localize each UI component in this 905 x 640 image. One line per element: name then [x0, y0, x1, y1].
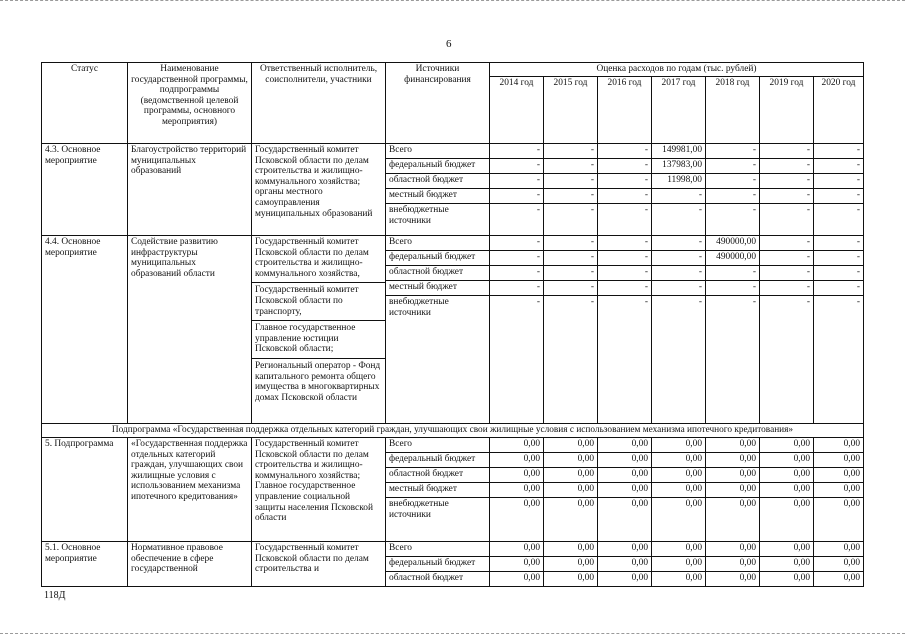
value-cell: 0,00 [706, 498, 760, 542]
value-cell: 0,00 [814, 557, 864, 572]
header-year: 2016 год [598, 77, 652, 144]
value-cell: 0,00 [706, 453, 760, 468]
value-cell: - [490, 189, 544, 204]
value-cell: 0,00 [760, 438, 814, 453]
source-label: Всего [386, 438, 490, 453]
value-cell: - [760, 174, 814, 189]
value-cell: - [814, 296, 864, 424]
value-cell: 0,00 [544, 483, 598, 498]
value-cell: 0,00 [544, 438, 598, 453]
value-cell: 0,00 [544, 453, 598, 468]
value-cell: 0,00 [490, 483, 544, 498]
source-label: областной бюджет [386, 468, 490, 483]
value-cell: 0,00 [814, 438, 864, 453]
header-name: Наименование государственной программы, подпрограммы (ведомственной целевой программы, основного мероприятия) [128, 63, 252, 144]
value-cell: - [652, 189, 706, 204]
value-cell: 0,00 [652, 498, 706, 542]
executor-entry: Государственный комитет Псковской области по делам строительства и жилищно-коммунального хозяйства, [255, 237, 369, 279]
document-code: 118Д [44, 590, 66, 601]
value-cell: - [490, 266, 544, 281]
value-cell: 0,00 [814, 498, 864, 542]
value-cell: - [490, 296, 544, 424]
header-year: 2015 год [544, 77, 598, 144]
row-status: 5. Подпрограмма [42, 438, 128, 542]
value-cell: - [490, 174, 544, 189]
value-cell: - [544, 204, 598, 236]
value-cell: - [760, 189, 814, 204]
value-cell: - [490, 204, 544, 236]
row-status: 4.3. Основное мероприятие [42, 144, 128, 236]
value-cell: 0,00 [760, 572, 814, 587]
row-name: Нормативное правовое обеспечение в сфере государственной [128, 542, 252, 587]
value-cell: - [760, 204, 814, 236]
source-label: областной бюджет [386, 266, 490, 281]
value-cell: - [760, 266, 814, 281]
value-cell: 0,00 [490, 557, 544, 572]
value-cell: 0,00 [706, 557, 760, 572]
value-cell: - [490, 236, 544, 251]
header-year: 2018 год [706, 77, 760, 144]
source-label: федеральный бюджет [386, 453, 490, 468]
value-cell: 0,00 [544, 468, 598, 483]
source-label: местный бюджет [386, 483, 490, 498]
row-executor: Государственный комитет Псковской области по делам строительства и жилищно-коммунального хозяйства; органы местного самоуправления муниципальных образований [252, 144, 386, 236]
value-cell: - [544, 189, 598, 204]
value-cell: 0,00 [814, 453, 864, 468]
value-cell: - [814, 266, 864, 281]
value-cell: 0,00 [598, 542, 652, 557]
row-name: Содействие развитию инфраструктуры муниципальных образований области [128, 236, 252, 424]
value-cell: 0,00 [490, 542, 544, 557]
value-cell: - [598, 251, 652, 266]
scan-bottom-edge [0, 633, 905, 638]
value-cell: 0,00 [706, 572, 760, 587]
source-label: областной бюджет [386, 572, 490, 587]
header-executor: Ответственный исполнитель, соисполнители, участники [252, 63, 386, 144]
row-executor: Государственный комитет Псковской области по делам строительства и жилищно-коммунального хозяйства; Главное государственное управление социальной защиты населения Псковской области [252, 438, 386, 542]
value-cell: - [544, 159, 598, 174]
row-name: Благоустройство территорий муниципальных образований [128, 144, 252, 236]
value-cell: - [814, 159, 864, 174]
table-row [42, 424, 864, 438]
value-cell: 0,00 [598, 468, 652, 483]
value-cell: - [706, 281, 760, 296]
source-label: федеральный бюджет [386, 251, 490, 266]
value-cell: 490000,00 [706, 236, 760, 251]
subprogram-title: Подпрограмма «Государственная поддержка отдельных категорий граждан, улучшающих свои жилищные условия с использованием механизма ипотечного кредитования» [42, 424, 864, 438]
value-cell: - [706, 296, 760, 424]
header-year: 2020 год [814, 77, 864, 144]
value-cell: - [706, 159, 760, 174]
value-cell: - [598, 144, 652, 159]
value-cell: 0,00 [490, 498, 544, 542]
source-label: местный бюджет [386, 189, 490, 204]
value-cell: - [760, 144, 814, 159]
source-label: федеральный бюджет [386, 159, 490, 174]
value-cell: 0,00 [652, 542, 706, 557]
value-cell: - [544, 281, 598, 296]
value-cell: 0,00 [652, 453, 706, 468]
value-cell: - [760, 251, 814, 266]
value-cell: 0,00 [706, 438, 760, 453]
value-cell: - [544, 236, 598, 251]
value-cell: 0,00 [598, 483, 652, 498]
value-cell: - [490, 159, 544, 174]
value-cell: - [598, 236, 652, 251]
value-cell: 0,00 [814, 483, 864, 498]
value-cell: - [490, 281, 544, 296]
executor-entry: Региональный оператор - Фонд капитального ремонта общего имущества в многоквартирных домах Псковской области [252, 358, 385, 403]
value-cell: - [652, 296, 706, 424]
source-label: Всего [386, 542, 490, 557]
value-cell: - [760, 281, 814, 296]
source-label: Всего [386, 144, 490, 159]
value-cell: - [706, 266, 760, 281]
value-cell: - [598, 266, 652, 281]
header-year: 2017 год [652, 77, 706, 144]
value-cell: - [814, 144, 864, 159]
source-label: внебюджетные источники [386, 498, 490, 542]
header-estimate: Оценка расходов по годам (тыс. рублей) [490, 63, 864, 77]
header-year: 2014 год [490, 77, 544, 144]
value-cell: 0,00 [544, 498, 598, 542]
value-cell: 0,00 [760, 468, 814, 483]
value-cell: 0,00 [652, 572, 706, 587]
value-cell: - [814, 204, 864, 236]
source-label: местный бюджет [386, 281, 490, 296]
value-cell: - [706, 174, 760, 189]
value-cell: - [544, 144, 598, 159]
value-cell: - [760, 296, 814, 424]
row-status: 5.1. Основное мероприятие [42, 542, 128, 587]
value-cell: - [598, 204, 652, 236]
value-cell: 0,00 [814, 572, 864, 587]
value-cell: 0,00 [706, 468, 760, 483]
scan-top-edge [0, 0, 905, 5]
value-cell: 0,00 [490, 572, 544, 587]
value-cell: 0,00 [760, 498, 814, 542]
value-cell: 137983,00 [652, 159, 706, 174]
value-cell: - [814, 189, 864, 204]
executor-entry: Государственный комитет Псковской области по транспорту, [252, 282, 385, 317]
value-cell: 0,00 [760, 483, 814, 498]
value-cell: - [652, 236, 706, 251]
source-label: внебюджетные источники [386, 296, 490, 424]
source-label: областной бюджет [386, 174, 490, 189]
value-cell: - [544, 266, 598, 281]
header-year: 2019 год [760, 77, 814, 144]
value-cell: - [652, 251, 706, 266]
value-cell: 0,00 [544, 542, 598, 557]
value-cell: - [706, 189, 760, 204]
value-cell: - [814, 251, 864, 266]
value-cell: 0,00 [814, 542, 864, 557]
value-cell: 0,00 [760, 453, 814, 468]
table-row [42, 144, 864, 159]
value-cell: 11998,00 [652, 174, 706, 189]
value-cell: - [706, 144, 760, 159]
value-cell: 0,00 [652, 483, 706, 498]
table-row [42, 438, 864, 453]
row-executor [252, 236, 386, 424]
row-executor: Государственный комитет Псковской области по делам строительства и [252, 542, 386, 587]
value-cell: 149981,00 [652, 144, 706, 159]
value-cell: 0,00 [706, 483, 760, 498]
value-cell: - [544, 296, 598, 424]
value-cell: - [598, 281, 652, 296]
value-cell: 0,00 [490, 453, 544, 468]
value-cell: 0,00 [598, 572, 652, 587]
page-number: 6 [446, 38, 452, 50]
executor-entry: Главное государственное управление юстиции Псковской области; [252, 320, 385, 355]
value-cell: 0,00 [598, 498, 652, 542]
value-cell: - [598, 189, 652, 204]
table-row [42, 236, 864, 251]
value-cell: - [544, 251, 598, 266]
header-sources: Источники финансирования [386, 63, 490, 144]
header-status: Статус [42, 63, 128, 144]
value-cell: 0,00 [544, 557, 598, 572]
value-cell: - [652, 281, 706, 296]
value-cell: - [814, 174, 864, 189]
budget-table [41, 62, 864, 587]
value-cell: 490000,00 [706, 251, 760, 266]
source-label: федеральный бюджет [386, 557, 490, 572]
table-row [42, 542, 864, 557]
value-cell: 0,00 [490, 468, 544, 483]
source-label: Всего [386, 236, 490, 251]
value-cell: - [598, 159, 652, 174]
value-cell: - [490, 144, 544, 159]
value-cell: 0,00 [490, 438, 544, 453]
value-cell: - [814, 236, 864, 251]
value-cell: 0,00 [814, 468, 864, 483]
value-cell: - [760, 159, 814, 174]
value-cell: 0,00 [706, 542, 760, 557]
value-cell: - [652, 204, 706, 236]
value-cell: 0,00 [598, 453, 652, 468]
value-cell: - [706, 204, 760, 236]
value-cell: - [544, 174, 598, 189]
value-cell: 0,00 [598, 557, 652, 572]
value-cell: 0,00 [760, 557, 814, 572]
value-cell: - [490, 251, 544, 266]
value-cell: 0,00 [652, 438, 706, 453]
value-cell: - [598, 174, 652, 189]
row-status: 4.4. Основное мероприятие [42, 236, 128, 424]
value-cell: 0,00 [544, 572, 598, 587]
source-label: внебюджетные источники [386, 204, 490, 236]
value-cell: - [760, 236, 814, 251]
value-cell: - [652, 266, 706, 281]
value-cell: - [598, 296, 652, 424]
value-cell: 0,00 [652, 557, 706, 572]
value-cell: 0,00 [598, 438, 652, 453]
row-name: «Государственная поддержка отдельных категорий граждан, улучшающих свои жилищные условия с использованием механизма ипотечного кредитования» [128, 438, 252, 542]
value-cell: - [814, 281, 864, 296]
value-cell: 0,00 [760, 542, 814, 557]
value-cell: 0,00 [652, 468, 706, 483]
